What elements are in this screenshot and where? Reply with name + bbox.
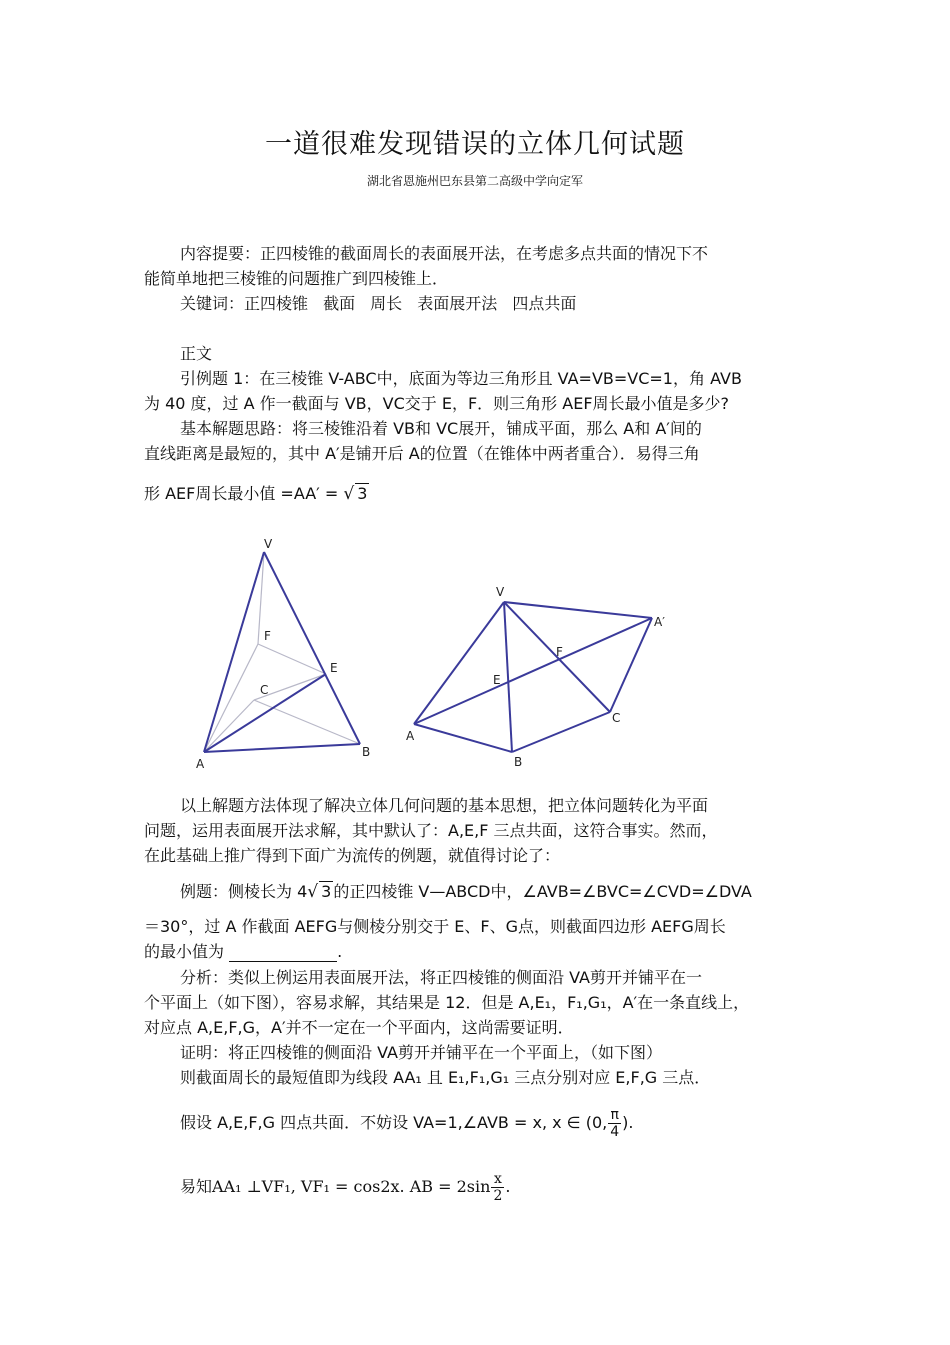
easy-text: 易知AA₁ ⊥VF₁, VF₁ = cos2x. AB = 2sin (180, 1177, 491, 1196)
intro-example-line-2: 为 40 度，过 A 作一截面与 VB，VC交于 E，F．则三角形 AEF周长最小值是多少? (144, 394, 730, 413)
example-line-1-a: 例题：侧棱长为 4 (180, 882, 308, 901)
right-label-v: V (496, 585, 505, 599)
unfolded-net-figure (400, 580, 675, 770)
right-label-a: A (406, 729, 415, 743)
intro-example-line-1: 引例题 1：在三棱锥 V-ABC中，底面为等边三角形且 VA=VB=VC=1，角 AVB (180, 369, 742, 388)
assume-line: 假设 A,E,F,G 四点共面．不妨设 VA=1,∠AVB = x, x ∈ (0, $\frac{\pi}{4}$ ). (180, 1107, 634, 1140)
answer-blank (229, 945, 337, 962)
keywords-line: 关键词：正四棱锥 截面 周长 表面展开法 四点共面 (180, 294, 577, 313)
example-sqrt: 3 (321, 882, 332, 901)
discussion-line-2: 问题，运用表面展开法求解，其中默认了：A,E,F 三点共面，这符合事实。然而， (144, 821, 718, 840)
example-line-2: ＝30°，过 A 作截面 AEFG与侧棱分别交于 E、F、G点，则截面四边形 AEFG周长 (144, 917, 726, 936)
basic-idea-line-2: 直线距离是最短的，其中 A′是铺开后 A的位置（在锥体中两者重合）．易得三角 (144, 444, 700, 463)
abstract-line-2: 能简单地把三棱锥的问题推广到四棱锥上． (144, 269, 449, 288)
right-label-a-prime: A′ (654, 615, 665, 629)
pyramid-figure (190, 532, 380, 774)
example-line-3: 的最小值为 . (144, 942, 343, 961)
easy-line: 易知AA₁ ⊥VF₁, VF₁ = cos2x. AB = 2sin $\frac{x}{2}$ . (180, 1171, 511, 1204)
author-line: 湖北省恩施州巴东县第二高级中学向定军 (366, 174, 583, 188)
left-label-c: C (260, 683, 269, 697)
assume-text: 假设 A,E,F,G 四点共面．不妨设 VA=1,∠AVB = x, x ∈ (0, (180, 1113, 608, 1132)
basic-idea-line-1: 基本解题思路：将三棱锥沿着 VB和 VC展开，铺成平面，那么 A和 A′间的 (180, 419, 702, 438)
example-line-3-text: 的最小值为 (144, 942, 225, 961)
left-label-v: V (264, 537, 273, 551)
abstract-line-1: 内容提要：正四棱锥的截面周长的表面展开法，在考虑多点共面的情况下不 (180, 244, 709, 263)
left-label-a: A (196, 757, 205, 771)
basic-idea-line-3-text: 形 AEF周长最小值 =AA′ = (144, 484, 344, 503)
left-label-e: E (330, 661, 338, 675)
right-label-e: E (493, 673, 501, 687)
discussion-line-3: 在此基础上推广得到下面广为流传的例题，就值得讨论了： (144, 846, 561, 865)
example-line-1-b: 的正四棱锥 V—ABCD中，∠AVB=∠BVC=∠CVD=∠DVA (333, 882, 752, 901)
left-label-f: F (264, 629, 271, 643)
body-heading: 正文 (180, 344, 213, 363)
analysis-line-1: 分析：类似上例运用表面展开法，将正四棱锥的侧面沿 VA剪开并铺平在一 (180, 968, 702, 987)
right-label-c: C (612, 711, 621, 725)
pi-over-4-fraction: $\frac{\pi}{4}$ (610, 1107, 620, 1140)
sqrt-value: 3 (357, 484, 368, 503)
analysis-line-3: 对应点 A,E,F,G，A′并不一定在一个平面内，这尚需要证明． (144, 1018, 574, 1037)
discussion-line-1: 以上解题方法体现了解决立体几何问题的基本思想，把立体问题转化为平面 (180, 796, 709, 815)
x-over-2-fraction: $\frac{x}{2}$ (493, 1171, 503, 1204)
proof-line-1: 证明：将正四棱锥的侧面沿 VA剪开并铺平在一个平面上，（如下图） (180, 1043, 662, 1062)
basic-idea-line-3: 形 AEF周长最小值 =AA′ = √ 3 (144, 484, 368, 504)
analysis-line-2: 个平面上（如下图），容易求解，其结果是 12．但是 A,E₁，F₁,G₁，A′在一条直线上， (144, 993, 750, 1012)
left-label-b: B (362, 745, 371, 759)
example-line-1: 例题：侧棱长为 4√ 3 的正四棱锥 V—ABCD中，∠AVB=∠BVC=∠CVD=∠DVA (180, 882, 752, 902)
proof-line-2: 则截面周长的最短值即为线段 AA₁ 且 E₁,F₁,G₁ 三点分别对应 E,F,G 三点． (180, 1068, 711, 1087)
right-label-b: B (514, 755, 523, 769)
document-title: 一道很难发现错误的立体几何试题 (265, 129, 685, 160)
right-label-f: F (556, 645, 563, 659)
